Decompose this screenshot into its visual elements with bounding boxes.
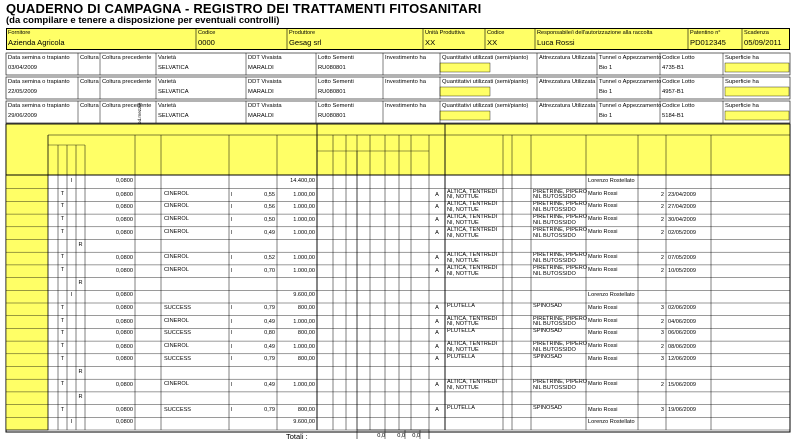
- produttore-label: Produttore: [289, 30, 316, 36]
- row-termine: 04/06/2009: [668, 318, 696, 325]
- row-volume: 1.000,00: [293, 204, 315, 211]
- page-title: QUADERNO DI CAMPAGNA - REGISTRO DEI TRATTAMENTI FITOSANITARI: [6, 1, 482, 16]
- sowing-date: 03/04/2009: [8, 65, 38, 71]
- cell-box: [725, 87, 789, 96]
- row-termine: 27/04/2009: [668, 204, 696, 211]
- row-tipo-t: T: [60, 355, 65, 362]
- row-avversita: PLUTELLA: [447, 328, 475, 335]
- row-superficie: 0,0800: [115, 330, 133, 337]
- codice2-value: XX: [487, 38, 498, 47]
- row-operatore: Mario Rossi: [588, 355, 618, 362]
- row-metodo: A: [435, 318, 439, 325]
- row-dose-unit: l: [231, 255, 233, 262]
- row-prodotto: SUCCESS: [164, 305, 192, 311]
- sowing-label-attrezzatura: Attrezzatura Utilizzata: [539, 79, 596, 85]
- row-volume: 9.600,00: [293, 419, 315, 426]
- sowing-label-lotto: Lotto Sementi: [318, 79, 354, 85]
- row-principio: PIRETRINE, PIPERO NIL BUTOSSIDO: [533, 226, 588, 239]
- row-dose-unit: l: [231, 355, 233, 362]
- row-carenza: 2: [660, 191, 664, 198]
- totals-label: Totali :: [286, 432, 308, 439]
- row-dose: 0,79: [264, 305, 275, 311]
- sowing-label-ddt: DDT Vivaista: [248, 55, 282, 61]
- sowing-label-tunnel: Tunnel o Appezzamento: [599, 55, 662, 61]
- row-principio: PIRETRINE, PIPERO NIL BUTOSSIDO: [533, 252, 588, 264]
- sowing-label-investimento: Investimento ha: [385, 79, 426, 85]
- scadenza-label: Scadenza: [744, 30, 769, 36]
- sowing-label-coltura: Coltura: [80, 55, 99, 61]
- sowing-label-coltura_prec: Coltura precedente: [102, 55, 152, 61]
- fornitore-value: Azienda Agricola: [8, 38, 65, 47]
- row-prodotto: CINEROL: [164, 190, 189, 197]
- row-dose-unit: l: [231, 344, 233, 351]
- sowing-label-codice_lotto: Codice Lotto: [662, 55, 695, 61]
- row-superficie: 0,0800: [115, 267, 133, 274]
- row-avversita: ALTICA, TENTREDI NI, NOTTUE: [447, 315, 498, 328]
- row-operatore: Mario Rossi: [588, 203, 618, 210]
- row-avversita: ALTICA, TENTREDI NI, NOTTUE: [447, 341, 498, 353]
- row-dose-unit: l: [231, 204, 233, 211]
- sowing-lotto: RU080801: [318, 89, 346, 95]
- sowing-label-varieta: Varietà: [158, 79, 176, 85]
- row-volume: 9.600,00: [293, 292, 315, 299]
- row-tipo-t: T: [60, 190, 65, 197]
- row-prodotto: CINEROL: [164, 216, 189, 223]
- row-volume: 1.000,00: [293, 344, 315, 351]
- row-dose: 0,49: [264, 229, 275, 236]
- row-volume: 800,00: [297, 406, 315, 413]
- sowing-label-attrezzatura: Attrezzatura Utilizzata: [539, 103, 596, 109]
- row-tipo-t: T: [60, 216, 65, 223]
- row-principio: PIRETRINE, PIPERO NIL BUTOSSIDO: [533, 188, 588, 201]
- row-principio: PIRETRINE, PIPERO NIL BUTOSSIDO: [533, 315, 588, 328]
- row-metodo: A: [435, 406, 439, 413]
- cell-box: [6, 77, 790, 99]
- row-metodo: A: [435, 204, 439, 211]
- patentino-value: PD012345: [690, 38, 726, 47]
- row-tipo-t: T: [60, 266, 65, 273]
- row-prodotto: CINEROL: [164, 266, 189, 273]
- sowing-codice-lotto: 4957-B1: [662, 89, 684, 95]
- row-superficie: 0,0800: [115, 255, 133, 262]
- sowing-tunnel: Bio 1: [599, 89, 613, 95]
- sowing-date: 22/05/2009: [8, 89, 38, 95]
- sowing-label-coltura: Coltura: [80, 79, 99, 85]
- row-superficie: 0,0800: [115, 217, 133, 224]
- row-superficie: 0,0800: [115, 191, 133, 198]
- row-metodo: A: [435, 344, 439, 351]
- row-superficie: 0,0800: [115, 318, 133, 325]
- sowing-label-quantitativi: Quantitativi utilizzati (semi/pianto): [442, 79, 529, 85]
- row-tipo-t: T: [60, 317, 65, 324]
- row-avversita: PLUTELLA: [447, 404, 475, 411]
- row-prodotto: SUCCESS: [164, 406, 192, 413]
- cell-box: [357, 430, 429, 439]
- total-p2o5: 0,0: [397, 433, 405, 439]
- row-carenza: 2: [660, 318, 664, 325]
- row-avversita: PLUTELLA: [447, 353, 475, 360]
- row-principio: PIRETRINE, PIPERO NIL BUTOSSIDO: [533, 214, 588, 226]
- row-tipo-r: R: [78, 393, 83, 400]
- row-dose: 0,56: [264, 204, 275, 211]
- row-tipo-r: R: [78, 241, 83, 248]
- row-metodo: A: [435, 191, 439, 198]
- row-prodotto: SUCCESS: [164, 330, 192, 337]
- sowing-ddt: MARALDI: [248, 113, 274, 119]
- row-operatore: Mario Rossi: [588, 228, 618, 235]
- sowing-date: 29/06/2009: [8, 113, 38, 119]
- sowing-label-lotto: Lotto Sementi: [318, 55, 354, 61]
- row-tipo-t: T: [60, 343, 65, 350]
- sowing-label-codice_lotto: Codice Lotto: [662, 79, 695, 85]
- row-metodo: A: [435, 267, 439, 274]
- row-termine: 15/06/2009: [668, 382, 696, 389]
- row-tipo-t: T: [60, 203, 65, 210]
- row-dose-unit: l: [231, 305, 233, 311]
- cell-box: [6, 124, 790, 175]
- row-operatore: Lorenzo Rostellato: [588, 419, 635, 426]
- total-n: 0,0: [377, 433, 385, 439]
- row-volume: 800,00: [297, 355, 315, 362]
- row-principio: PIRETRINE, PIPERO NIL BUTOSSIDO: [533, 201, 588, 214]
- row-carenza: 2: [660, 267, 664, 274]
- row-dose-unit: l: [231, 229, 233, 236]
- sowing-codice-lotto: 4735-B1: [662, 65, 684, 71]
- row-dose-unit: l: [231, 406, 233, 413]
- sowing-label-data: Data semina o trapianto: [8, 79, 70, 85]
- row-avversita: ALTICA, TENTREDI NI, NOTTUE: [447, 188, 498, 201]
- row-termine: 08/06/2009: [668, 344, 696, 351]
- row-carenza: 2: [660, 229, 664, 236]
- codice2-label: Codice: [487, 30, 505, 36]
- row-superficie: 0,0800: [115, 292, 133, 299]
- sowing-label-coltura_prec: Coltura precedente: [102, 79, 152, 85]
- sowing-label-codice_lotto: Codice Lotto: [662, 103, 695, 109]
- cell-box: [6, 53, 790, 75]
- sowing-lotto: RU080801: [318, 65, 346, 71]
- row-tipo-r: R: [78, 279, 83, 286]
- patentino-label: Patentino n°: [690, 30, 721, 36]
- row-carenza: 3: [660, 355, 664, 362]
- sowing-label-attrezzatura: Attrezzatura Utilizzata: [539, 55, 596, 61]
- row-prodotto: CINEROL: [164, 254, 189, 261]
- codice-value: 0000: [198, 38, 215, 47]
- page-subtitle: (da compilare e tenere a disposizione per eventuali controlli): [6, 15, 280, 26]
- row-operatore: Mario Rossi: [588, 254, 618, 261]
- row-dose-unit: l: [231, 382, 233, 389]
- row-metodo: A: [435, 382, 439, 389]
- row-carenza: 2: [660, 382, 664, 389]
- row-volume: 1.000,00: [293, 255, 315, 262]
- sowing-label-data: Data semina o trapianto: [8, 55, 70, 61]
- row-termine: 02/06/2009: [668, 305, 696, 311]
- row-superficie: 0,0800: [115, 178, 133, 184]
- row-principio: SPINOSAD: [533, 404, 562, 411]
- row-dose: 0,70: [264, 267, 275, 274]
- row-metodo: A: [435, 305, 439, 311]
- row-avversita: ALTICA, TENTREDI NI, NOTTUE: [447, 264, 498, 277]
- row-metodo: A: [435, 255, 439, 262]
- row-dose: 0,52: [264, 255, 275, 262]
- row-termine: 07/05/2009: [668, 255, 696, 262]
- row-tipo-i: I: [70, 419, 73, 426]
- row-metodo: A: [435, 330, 439, 337]
- unita-value: XX: [425, 38, 436, 47]
- sowing-label-investimento: Investimento ha: [385, 55, 426, 61]
- row-tipo-t: T: [60, 305, 65, 311]
- row-volume: 1.000,00: [293, 267, 315, 274]
- sowing-ddt: MARALDI: [248, 89, 274, 95]
- row-carenza: 3: [660, 330, 664, 337]
- sowing-label-ddt: DDT Vivaista: [248, 79, 282, 85]
- codice-label: Codice: [198, 30, 216, 36]
- row-avversita: ALTICA, TENTREDI NI, NOTTUE: [447, 214, 498, 226]
- row-tipo-t: T: [60, 406, 65, 413]
- sowing-label-ddt: DDT Vivaista: [248, 103, 282, 109]
- sowing-label-investimento: Investimento ha: [385, 103, 426, 109]
- cell-box: [440, 111, 490, 120]
- row-avversita: ALTICA, TENTREDI NI, NOTTUE: [447, 226, 498, 239]
- row-tipo-t: T: [60, 254, 65, 261]
- row-operatore: Mario Rossi: [588, 266, 618, 273]
- row-metodo: A: [435, 355, 439, 362]
- row-superficie: 0,0800: [115, 355, 133, 362]
- row-carenza: 2: [660, 344, 664, 351]
- row-avversita: ALTICA, TENTREDI NI, NOTTUE: [447, 379, 498, 391]
- sowing-varieta: SELVATICA: [158, 113, 189, 119]
- row-dose-unit: l: [231, 330, 233, 337]
- sowing-label-tunnel: Tunnel o Appezzamento: [599, 103, 662, 109]
- cell-box: [440, 63, 490, 72]
- row-prodotto: CINEROL: [164, 381, 189, 388]
- unita-label: Unità Produttiva: [425, 30, 465, 36]
- row-superficie: 0,0800: [115, 382, 133, 389]
- row-carenza: 2: [660, 217, 664, 224]
- row-operatore: Mario Rossi: [588, 381, 618, 388]
- sowing-tunnel: Bio 1: [599, 113, 613, 119]
- row-termine: 30/04/2009: [668, 217, 696, 224]
- row-termine: 10/05/2009: [668, 267, 696, 274]
- row-operatore: Mario Rossi: [588, 330, 618, 337]
- row-dose-unit: l: [231, 217, 233, 224]
- row-carenza: 2: [660, 204, 664, 211]
- row-termine: 06/06/2009: [668, 330, 696, 337]
- row-operatore: Lorenzo Rostellato: [588, 178, 635, 184]
- row-volume: 1.000,00: [293, 191, 315, 198]
- row-principio: PIRETRINE, PIPERO NIL BUTOSSIDO: [533, 341, 588, 353]
- sowing-label-coltura: Coltura: [80, 103, 99, 109]
- row-prodotto: CINEROL: [164, 228, 189, 235]
- row-superficie: 0,0800: [115, 305, 133, 311]
- row-superficie: 0,0800: [115, 204, 133, 211]
- row-operatore: Mario Rossi: [588, 216, 618, 223]
- row-operatore: Mario Rossi: [588, 190, 618, 197]
- row-tipo-t: T: [60, 381, 65, 388]
- cell-box: [6, 101, 790, 123]
- row-superficie: 0,0800: [115, 344, 133, 351]
- row-principio: SPINOSAD: [533, 303, 562, 309]
- row-operatore: Mario Rossi: [588, 305, 618, 311]
- sowing-label-varieta: Varietà: [158, 55, 176, 61]
- sowing-tunnel: Bio 1: [599, 65, 613, 71]
- row-dose: 0,49: [264, 344, 275, 351]
- row-superficie: 0,0800: [115, 229, 133, 236]
- row-prodotto: CINEROL: [164, 317, 189, 324]
- row-operatore: Mario Rossi: [588, 406, 618, 413]
- responsabile-label: Responsabile/i dell'autorizzazione alla raccolta: [537, 30, 653, 36]
- row-tipo-r: R: [78, 368, 83, 375]
- sowing-label-superficie: Superficie ha: [725, 79, 759, 85]
- row-dose: 0,50: [264, 217, 275, 224]
- row-tipo-i: I: [70, 178, 73, 184]
- produttore-value: Gesag srl: [289, 38, 322, 47]
- scadenza-value: 05/09/2011: [744, 38, 782, 47]
- cell-box: [725, 111, 789, 120]
- row-termine: 02/05/2009: [668, 229, 696, 236]
- sowing-label-superficie: Superficie ha: [725, 55, 759, 61]
- row-volume: 1.000,00: [293, 229, 315, 236]
- sowing-label-tunnel: Tunnel o Appezzamento: [599, 79, 662, 85]
- row-dose: 0,49: [264, 318, 275, 325]
- responsabile-value: Luca Rossi: [537, 38, 575, 47]
- row-carenza: 3: [660, 305, 664, 311]
- row-operatore: Mario Rossi: [588, 317, 618, 324]
- row-operatore: Mario Rossi: [588, 343, 618, 350]
- row-volume: 1.000,00: [293, 217, 315, 224]
- cell-box: [725, 63, 789, 72]
- row-principio: SPINOSAD: [533, 328, 562, 335]
- cell-box: [440, 87, 490, 96]
- row-superficie: 0,0800: [115, 419, 133, 426]
- row-metodo: A: [435, 217, 439, 224]
- row-prodotto: CINEROL: [164, 203, 189, 210]
- row-principio: SPINOSAD: [533, 353, 562, 360]
- row-tipo-t: T: [60, 330, 65, 337]
- row-dose-unit: l: [231, 191, 233, 198]
- row-volume: 1.000,00: [293, 382, 315, 389]
- row-principio: PIRETRINE, PIPERO NIL BUTOSSIDO: [533, 264, 588, 277]
- row-tipo-t: T: [60, 228, 65, 235]
- row-volume: 1.000,00: [293, 318, 315, 325]
- sowing-varieta: SELVATICA: [158, 89, 189, 95]
- row-dose: 0,79: [264, 355, 275, 362]
- row-prodotto: CINEROL: [164, 343, 189, 350]
- row-dose-unit: l: [231, 267, 233, 274]
- sowing-varieta: SELVATICA: [158, 65, 189, 71]
- row-avversita: PLUTELLA: [447, 303, 475, 309]
- sowing-label-quantitativi: Quantitativi utilizzati (semi/pianto): [442, 103, 529, 109]
- row-dose: 0,49: [264, 382, 275, 389]
- row-principio: PIRETRINE, PIPERO NIL BUTOSSIDO: [533, 379, 588, 391]
- row-avversita: ALTICA, TENTREDI NI, NOTTUE: [447, 252, 498, 264]
- row-tipo-i: I: [70, 292, 73, 299]
- row-dose-unit: l: [231, 318, 233, 325]
- row-volume: 14.400,00: [290, 178, 315, 184]
- row-metodo: A: [435, 229, 439, 236]
- row-termine: 23/04/2009: [668, 191, 696, 198]
- sowing-label-data: Data semina o trapianto: [8, 103, 70, 109]
- sowing-label-quantitativi: Quantitativi utilizzati (semi/pianto): [442, 55, 529, 61]
- total-k2o: 0,0: [412, 433, 420, 439]
- row-termine: 19/06/2009: [668, 406, 696, 413]
- row-dose: 0,80: [264, 330, 275, 337]
- sowing-label-superficie: Superficie ha: [725, 103, 759, 109]
- row-termine: 12/06/2009: [668, 355, 696, 362]
- row-carenza: 3: [660, 406, 664, 413]
- row-superficie: 0,0800: [115, 406, 133, 413]
- row-carenza: 2: [660, 255, 664, 262]
- sowing-label-lotto: Lotto Sementi: [318, 103, 354, 109]
- sowing-ddt: MARALDI: [248, 65, 274, 71]
- sowing-label-varieta: Varietà: [158, 103, 176, 109]
- row-dose: 0,79: [264, 406, 275, 413]
- sowing-lotto: RU080801: [318, 113, 346, 119]
- row-volume: 800,00: [297, 305, 315, 311]
- sowing-label-coltura_prec: Coltura precedente: [102, 103, 152, 109]
- row-dose: 0,55: [264, 191, 275, 198]
- row-avversita: ALTICA, TENTREDI NI, NOTTUE: [447, 201, 498, 214]
- row-operatore: Lorenzo Rostellato: [588, 292, 635, 299]
- fornitore-label: Fornitore: [8, 30, 31, 36]
- row-prodotto: SUCCESS: [164, 355, 192, 362]
- sowing-codice-lotto: 5184-B1: [662, 113, 684, 119]
- row-volume: 800,00: [297, 330, 315, 337]
